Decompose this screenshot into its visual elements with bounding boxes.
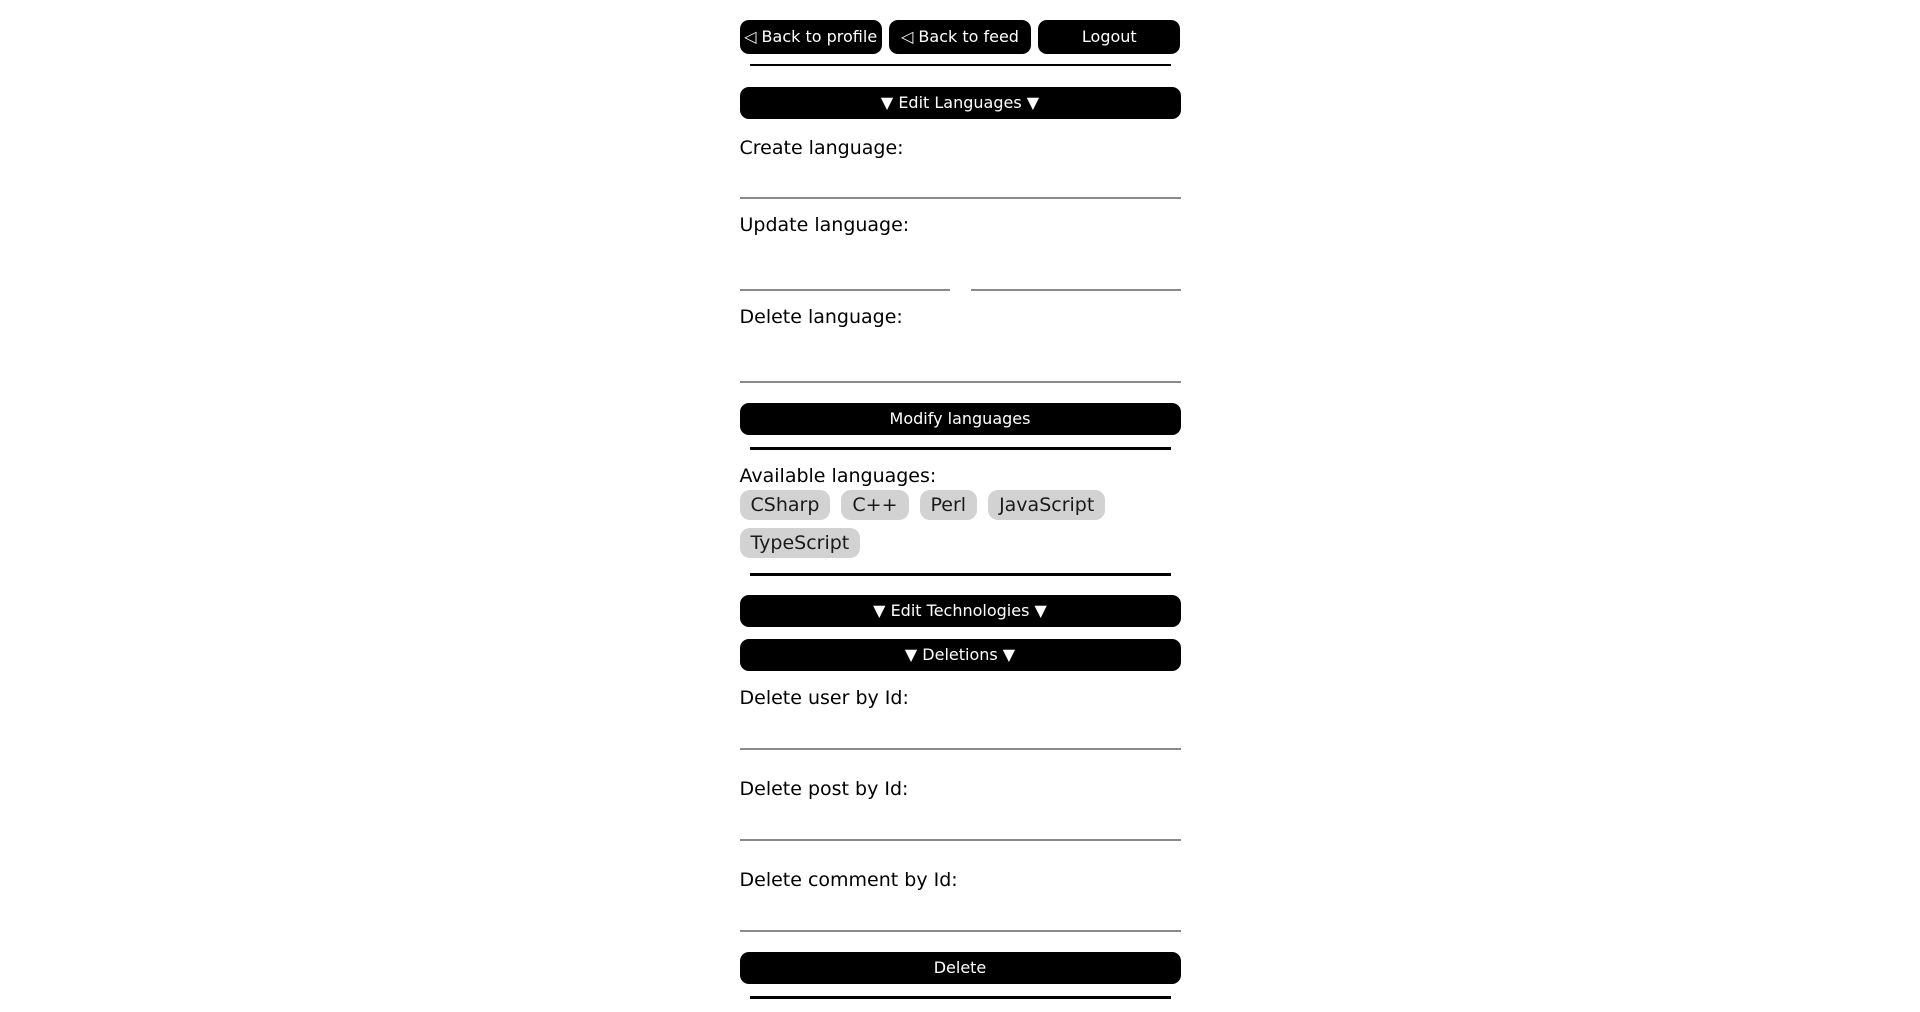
language-chip: TypeScript bbox=[740, 528, 861, 558]
delete-comment-input[interactable] bbox=[740, 904, 1181, 932]
delete-button[interactable]: Delete bbox=[740, 952, 1181, 984]
header-buttons bbox=[740, 20, 1181, 54]
delete-user-label: Delete user by Id: bbox=[739, 687, 909, 709]
language-chip: JavaScript bbox=[988, 490, 1105, 520]
language-chip: Perl bbox=[920, 490, 978, 520]
update-language-inputs bbox=[740, 263, 1181, 291]
language-chip: C++ bbox=[841, 490, 908, 520]
update-language-id-input[interactable] bbox=[740, 263, 950, 291]
available-languages-label: Available languages: bbox=[739, 465, 937, 487]
create-language-input[interactable] bbox=[740, 171, 1181, 199]
delete-user-input[interactable] bbox=[740, 722, 1181, 750]
delete-post-input[interactable] bbox=[740, 813, 1181, 841]
delete-post-label: Delete post by Id: bbox=[739, 778, 909, 800]
logout-button[interactable]: Logout bbox=[1038, 20, 1180, 54]
edit-languages-toggle[interactable]: ▼ Edit Languages ▼ bbox=[740, 87, 1181, 119]
divider-bottom bbox=[750, 996, 1171, 999]
update-language-name-input[interactable] bbox=[971, 263, 1181, 291]
back-to-feed-button[interactable]: ◁ Back to feed bbox=[889, 20, 1031, 54]
divider-after-modify bbox=[750, 447, 1171, 450]
divider-after-languages bbox=[750, 573, 1171, 576]
back-to-profile-button[interactable]: ◁ Back to profile bbox=[740, 20, 882, 54]
deletions-toggle[interactable]: ▼ Deletions ▼ bbox=[740, 639, 1181, 671]
edit-technologies-toggle[interactable]: ▼ Edit Technologies ▼ bbox=[740, 595, 1181, 627]
divider-top bbox=[750, 64, 1171, 66]
language-chip: CSharp bbox=[740, 490, 831, 520]
delete-comment-label: Delete comment by Id: bbox=[739, 869, 958, 891]
delete-language-label: Delete language: bbox=[739, 306, 903, 328]
modify-languages-button[interactable]: Modify languages bbox=[740, 403, 1181, 435]
update-language-label: Update language: bbox=[739, 214, 910, 236]
admin-panel bbox=[740, 0, 1181, 999]
delete-language-input[interactable] bbox=[740, 355, 1181, 383]
create-language-label: Create language: bbox=[739, 137, 904, 159]
available-languages-list bbox=[740, 490, 1181, 558]
